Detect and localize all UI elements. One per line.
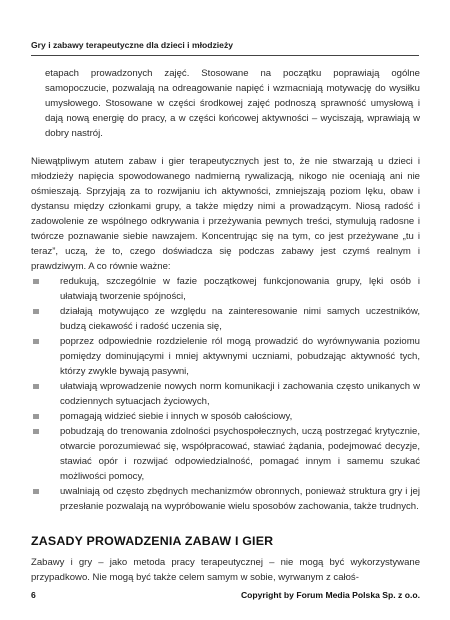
list-item <box>31 274 420 304</box>
list-item <box>31 409 420 424</box>
list-item <box>31 304 420 334</box>
main-paragraph: Niewątpliwym atutem zabaw i gier terapeutycznych jest to, że nie stwarzają u dzieci i młodzieży napięcia spowodowanego nadmierną rywalizacją, nikogo nie oceniają ani nie ośmieszają. Sprzyjają za to rozwijaniu ich aktywności, zmniejszają poziom lęku, obaw i dystansu między członkami grupy, a także między nimi a prowadzącym. Niosą radość i zadowolenie ze wspólnego odkrywania i przeżywania pewnych treści, stymulują radosne i twórcze poznawanie siebie nawzajem. Koncentrując się na tym, co jest przeżywane „tu i teraz”, uczą, że to, czego doświadcza się podczas zabawy jest czymś realnym i prawdziwym. A co równie ważne: <box>31 156 420 272</box>
closing-paragraph: Zabawy i gry – jako metoda pracy terapeutycznej – nie mogą być wykorzystywane przypadkowo. Nie mogą być także celem samym w sobie, wyrwanym z całoś- <box>31 557 420 583</box>
list-item <box>31 334 420 379</box>
page-content <box>31 66 420 585</box>
square-bullet-icon <box>33 414 39 420</box>
list-item <box>31 379 420 409</box>
square-bullet-icon <box>33 489 39 495</box>
list-item-text: pobudzają do trenowania zdolności psychospołecznych, uczą postrzegać krytycznie, otwarcie porozumiewać się, współpracować, stawiać żądania, podejmować decyzje, stawiać opór i rozwijać odpowiedzialność, pomagać innym i samemu szukać możliwości pomocy, <box>60 426 420 482</box>
square-bullet-icon <box>33 384 39 390</box>
list-item-text: działają motywująco ze względu na zainteresowanie nimi samych uczestników, budzą ciekawość i radość uczenia się, <box>60 306 420 332</box>
square-bullet-icon <box>33 279 39 285</box>
running-title: Gry i zabawy terapeutyczne dla dzieci i młodzieży <box>31 40 234 50</box>
square-bullet-icon <box>33 339 39 345</box>
list-item <box>31 424 420 484</box>
square-bullet-icon <box>33 429 39 435</box>
list-item-text: poprzez odpowiednie rozdzielenie ról mogą prowadzić do wyrównywania poziomu pomiędzy dominującymi i mniej aktywnymi uczniami, pobudzając aktywność tych, którzy zwykle bywają pasywni, <box>60 336 420 377</box>
square-bullet-icon <box>33 309 39 315</box>
page-number: 6 <box>31 590 36 600</box>
list-item-text: uwalniają od często zbędnych mechanizmów obronnych, ponieważ struktura gry i jej przesłanie pozwalają na wypróbowanie wielu sposobów zachowania, także trudnych. <box>60 486 420 512</box>
list-item <box>31 484 420 514</box>
list-item-text: ułatwiają wprowadzenie nowych norm komunikacji i zachowania często unikanych w codziennych sytuacjach życiowych, <box>60 381 420 407</box>
list-item-text: pomagają widzieć siebie i innych w sposób całościowy, <box>60 411 293 422</box>
copyright-notice: Copyright by Forum Media Polska Sp. z o.o. <box>240 590 420 600</box>
list-item-text: redukują, szczególnie w fazie początkowej funkcjonowania grupy, lęki osób i ułatwiają tworzenie spójności, <box>60 276 420 302</box>
running-header <box>31 40 419 56</box>
benefits-list <box>31 274 420 514</box>
section-heading: ZASADY PROWADZENIA ZABAW I GIER <box>31 534 274 548</box>
intro-paragraph: etapach prowadzonych zajęć. Stosowane na początku poprawiają ogólne samopoczucie, pozwalają na odreagowanie napięć i wzmacniają motywację do wysiłku umysłowego. Stosowane w części środkowej zajęć podnoszą sprawność umysłową i dają nową energię do pracy, a w części końcowej aktywności – wyciszają, wprawiają w dobry nastrój. <box>45 68 420 139</box>
